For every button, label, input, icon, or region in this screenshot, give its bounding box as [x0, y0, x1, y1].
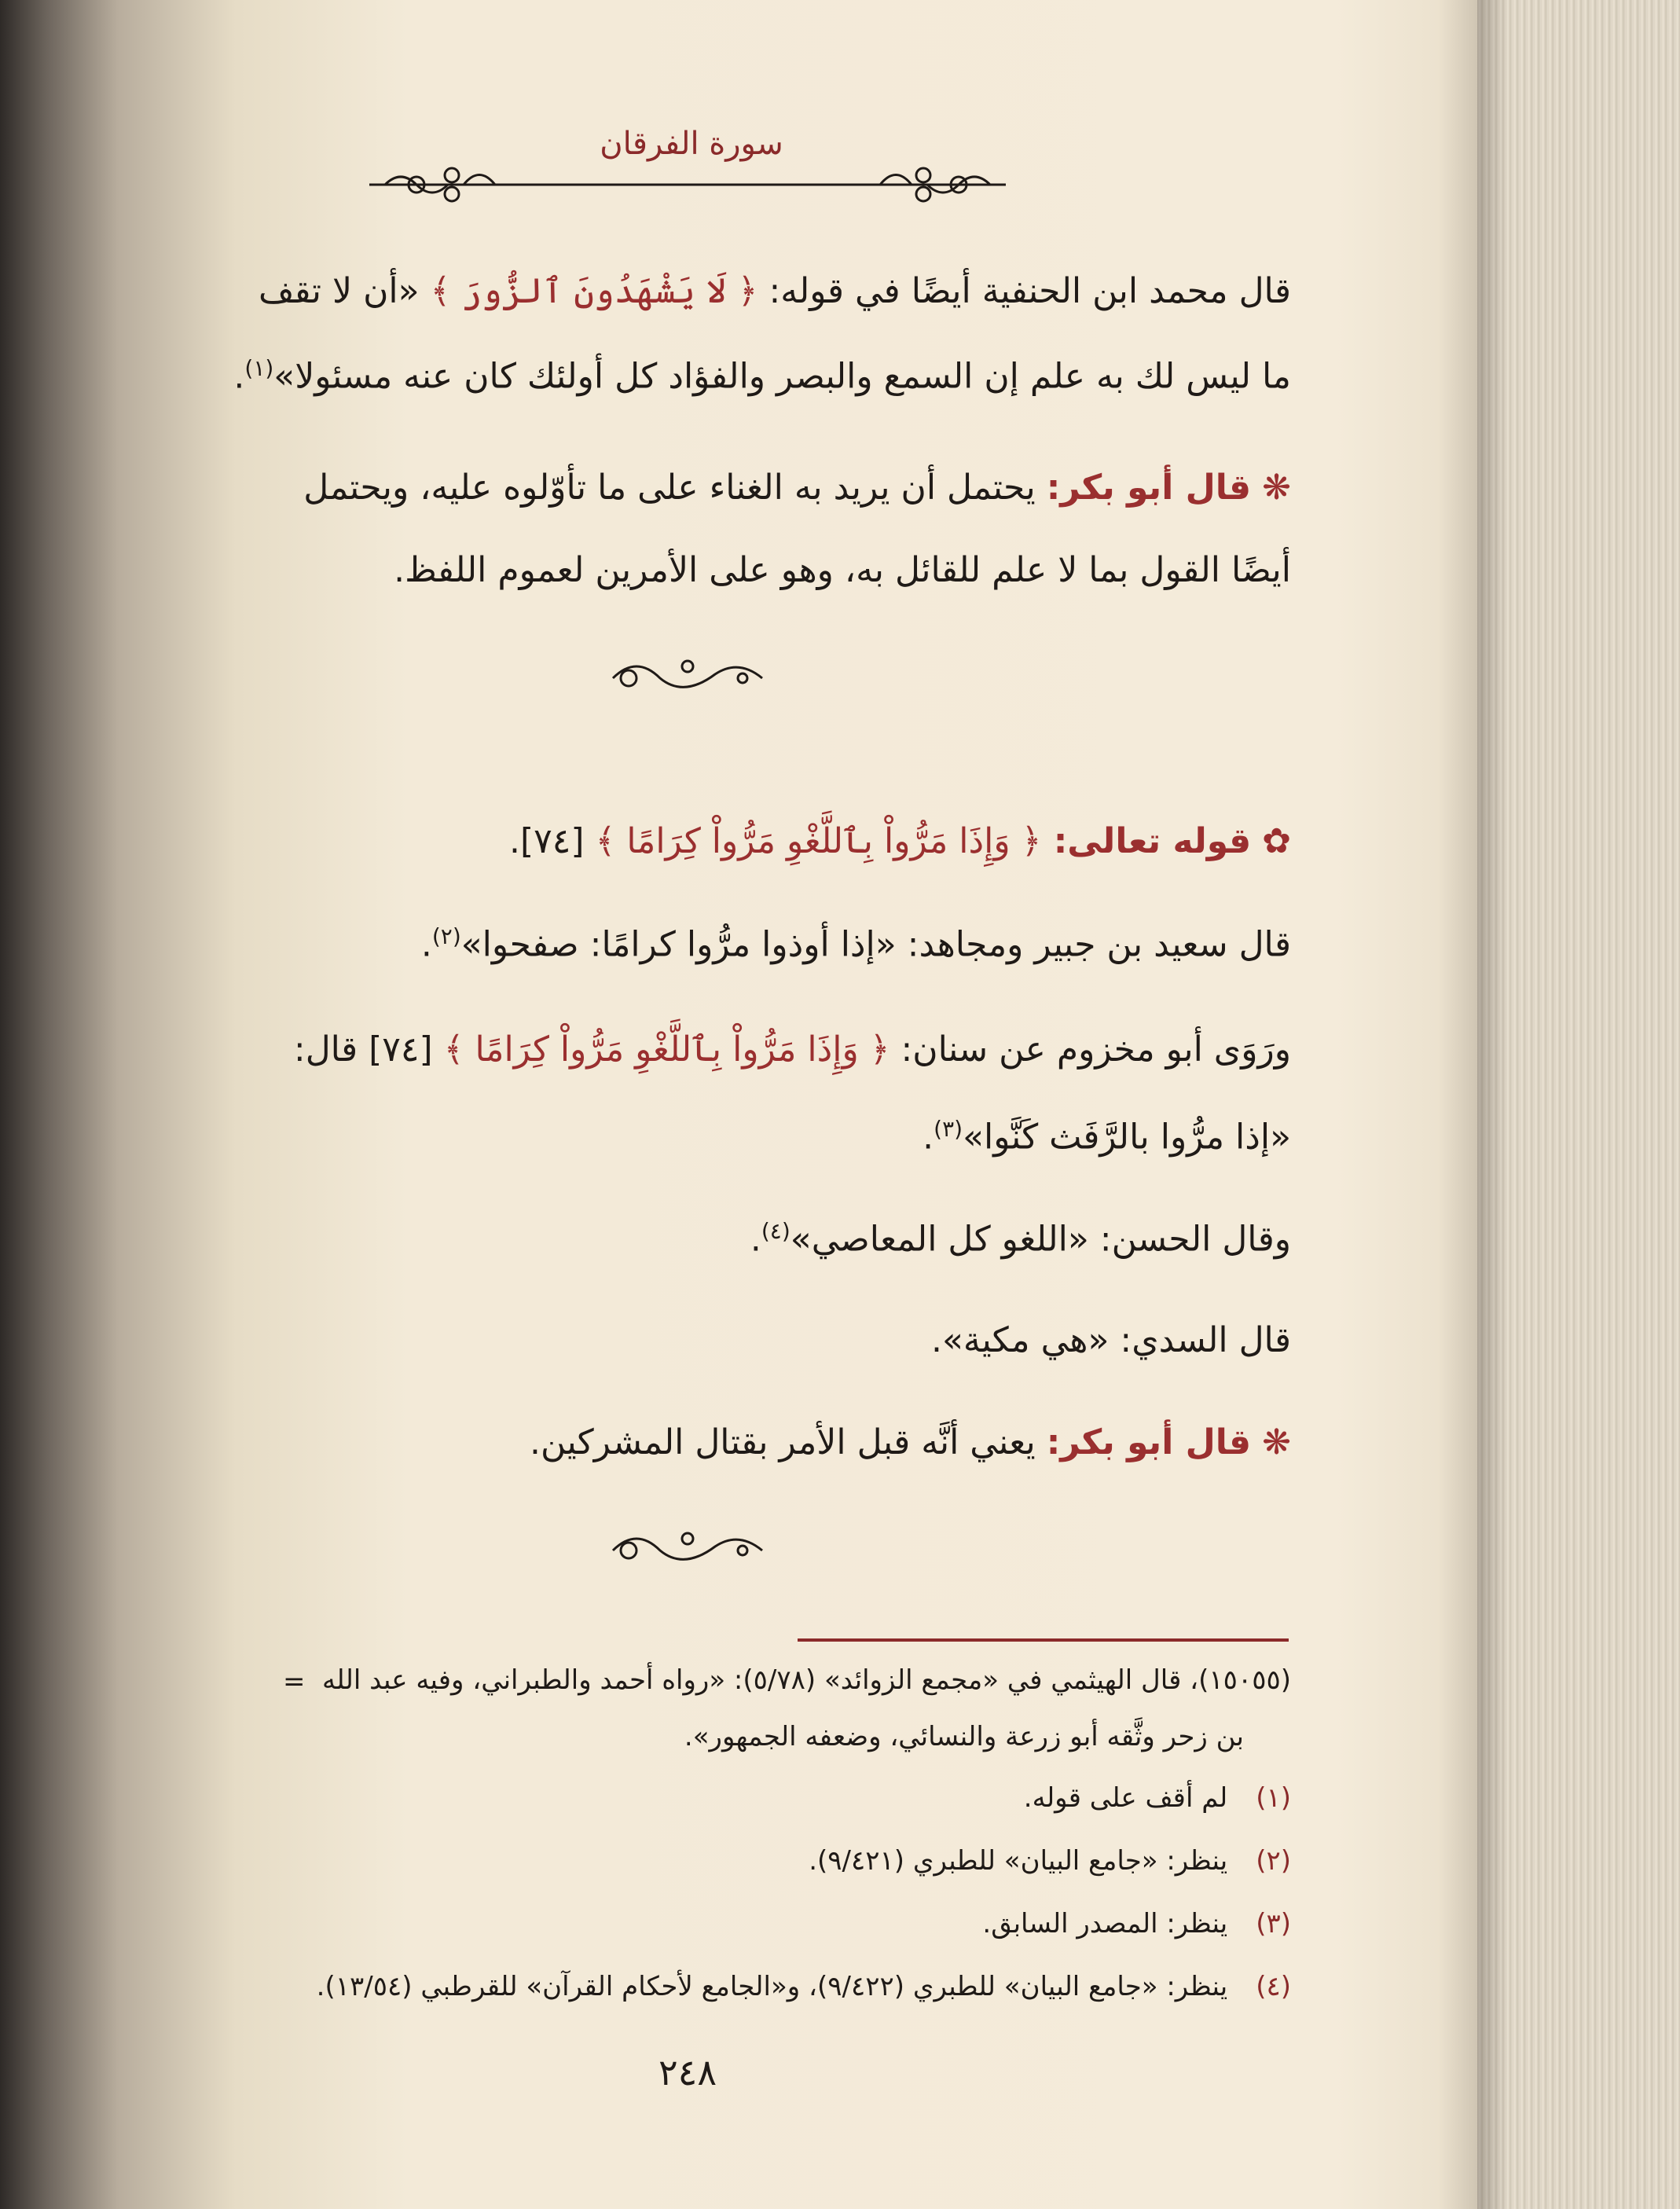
bleed-through — [1546, 393, 1554, 425]
footnote-number: (٤) — [1256, 1971, 1291, 2002]
footnote-text: ينظر: المصدر السابق. — [982, 1908, 1228, 1939]
body-text: ورَوَى أبو مخزوم عن سنان: — [890, 1029, 1291, 1070]
paragraph-line — [394, 550, 1291, 590]
body-text: يحتمل أن يريد به الغناء على ما تأوّلوه عليه، ويحتمل — [303, 468, 1047, 508]
flower-icon: ✿ — [1262, 821, 1291, 861]
body-text: [٧٤] قال: — [293, 1029, 444, 1070]
paragraph-line — [750, 1218, 1291, 1260]
body-text: قال السدي: «هي مكية». — [930, 1320, 1291, 1360]
paragraph-line — [530, 1422, 1291, 1462]
body-text: . — [750, 1219, 761, 1260]
footnote-text: ينظر: «جامع البيان» للطبري (٩/٤٢١). — [809, 1845, 1228, 1877]
footnote-item — [1024, 1782, 1291, 1814]
paragraph-line — [303, 468, 1291, 508]
body-text: ما ليس لك به علم إن السمع والبصر والفؤاد كل أولئك كان عنه مسئولا» — [273, 356, 1291, 397]
speaker-label: قال أبو بكر: — [1046, 468, 1252, 508]
body-text: يعني أنَّه قبل الأمر بقتال المشركين. — [530, 1422, 1047, 1462]
footnote-number: (١) — [1256, 1782, 1291, 1814]
body-text: وقال الحسن: «اللغو كل المعاصي» — [790, 1219, 1291, 1260]
footnote-text: لم أقف على قوله. — [1023, 1782, 1228, 1814]
footnote-number: (٣) — [1256, 1908, 1291, 1939]
footnote-ref[interactable]: (١) — [244, 355, 274, 381]
footnote-number: (٢) — [1256, 1845, 1291, 1877]
footnote-continuation: (١٥٠٥٥)، قال الهيثمي في «مجمع الزوائد» (٥/٧٨): «رواه أحمد والطبراني، وفيه عبد الله — [322, 1664, 1291, 1696]
body-text: . — [923, 1117, 934, 1158]
footnote-ref[interactable]: (٣) — [934, 1116, 963, 1142]
asterism-icon: ❋ — [1262, 1422, 1291, 1462]
paragraph-line — [259, 271, 1291, 311]
header-ornament-rule — [338, 161, 1037, 208]
section-divider-ornament — [597, 1523, 778, 1570]
section-divider-ornament — [597, 651, 778, 698]
paragraph-line — [233, 355, 1291, 397]
footnote-continuation: بن زحر وثَّقه أبو زرعة والنسائي، وضعفه الجمهور». — [684, 1721, 1244, 1752]
quran-verse: ﴿ وَإِذَا مَرُّواْ بِٱللَّغْوِ مَرُّواْ كِرَامًا ﴾ — [443, 1029, 890, 1070]
footnote-separator — [798, 1638, 1289, 1642]
paragraph-line — [923, 1116, 1291, 1158]
page-edges — [1477, 0, 1680, 2209]
body-text: . — [233, 356, 245, 397]
body-text: . — [420, 924, 432, 965]
surah-title: سورة الفرقان — [600, 126, 783, 162]
quran-verse: ﴿ وَإِذَا مَرُّواْ بِٱللَّغْوِ مَرُّواْ كِرَامًا ﴾ — [595, 821, 1042, 861]
footnote-ref[interactable]: (٢) — [431, 923, 461, 949]
asterism-icon: ❋ — [1262, 468, 1291, 508]
body-text: قال محمد ابن الحنفية أيضًا في قوله: — [757, 271, 1291, 311]
paragraph-line — [931, 1320, 1291, 1360]
footnote-item — [982, 1908, 1291, 1939]
page-number: ٢٤٨ — [658, 2051, 717, 2093]
body-text: [٧٤]. — [509, 821, 596, 861]
body-text: أيضًا القول بما لا علم للقائل به، وهو على الأمرين لعموم اللفظ. — [394, 550, 1291, 590]
body-text: «أن لا تقف — [259, 271, 431, 311]
paragraph-line — [421, 923, 1291, 965]
footnote-ref[interactable]: (٤) — [761, 1218, 790, 1244]
speaker-label: قال أبو بكر: — [1046, 1422, 1252, 1462]
paragraph-line — [294, 1029, 1291, 1070]
paragraph-line — [509, 821, 1291, 861]
verse-label: قوله تعالى: — [1041, 821, 1252, 861]
body-text: «إذا مرُّوا بالرَّفَث كَنَّوا» — [963, 1117, 1291, 1158]
quran-verse: ﴿ لَا يَشْهَدُونَ ٱلزُّورَ ﴾ — [430, 271, 758, 311]
footnote-text: ينظر: «جامع البيان» للطبري (٩/٤٢٢)، و«الجامع لأحكام القرآن» للقرطبي (١٣/٥٤). — [316, 1971, 1228, 2002]
continuation-mark: = — [283, 1666, 306, 1697]
body-text: قال سعيد بن جبير ومجاهد: «إذا أوذوا مرُّوا كرامًا: صفحوا» — [460, 924, 1291, 965]
footnote-item — [317, 1971, 1291, 2002]
footnote-item — [809, 1845, 1291, 1877]
